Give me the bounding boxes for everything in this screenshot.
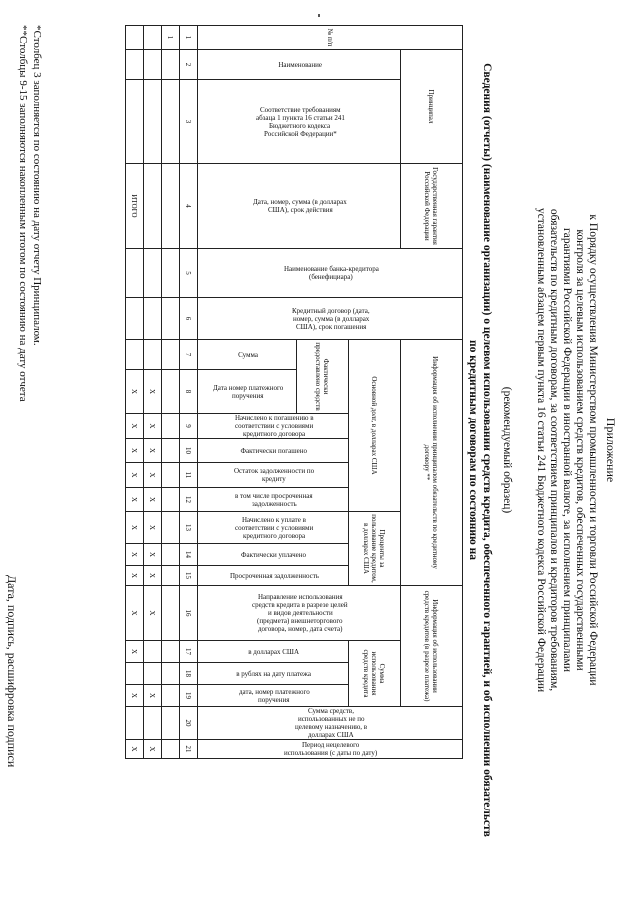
col-number: 19 (180, 685, 198, 707)
cell (162, 586, 180, 641)
loan-agreement-header: Кредитный договор (дата, номер, сумма (в долларах США), срок погашения (198, 298, 463, 340)
cell (126, 50, 144, 80)
x-mark: X (126, 439, 144, 463)
cell (144, 50, 162, 80)
rotated-page (5, 15, 625, 885)
incl-overdue-header: в том числе просроченная задолженность (198, 488, 349, 512)
row-number: 1 (162, 26, 180, 50)
cell (126, 298, 144, 340)
x-mark: X (126, 488, 144, 512)
cell (162, 566, 180, 586)
actually-provided-header: Фактически предоставлено средств (297, 340, 349, 414)
total-row (126, 26, 144, 759)
cell (162, 740, 180, 759)
data-row-1 (162, 26, 180, 759)
cell (162, 488, 180, 512)
col-number: 5 (180, 249, 198, 298)
cell (162, 663, 180, 685)
direction-header: Направление использования средств кредита в разрезе целей и видов деятельности (предмета) внешнеторгового договора, номер, дата счета) (198, 586, 401, 641)
col-number: 8 (180, 370, 198, 414)
interest-paid-header: Фактически уплачено (198, 544, 349, 566)
col-number: 18 (180, 663, 198, 685)
x-mark: X (126, 740, 144, 759)
principal-name-header: Наименование (198, 50, 401, 80)
x-mark: X (126, 685, 144, 707)
x-mark: X (144, 414, 162, 439)
col-number: 13 (180, 512, 198, 544)
statement-date-line: по кредитным договорам по состоянию на (467, 339, 479, 561)
col-number: 14 (180, 544, 198, 566)
guarantee-details-header: Дата, номер, сумма (в долларах США), срок действия (198, 164, 401, 249)
cell (144, 298, 162, 340)
x-mark: X (126, 414, 144, 439)
cell (162, 370, 180, 414)
footnote-2: **Столбцы 9-15 заполняются накопленным итогом по состоянию на дату отчета (17, 25, 29, 402)
x-mark: X (144, 463, 162, 488)
cell (144, 26, 162, 50)
accrued-repayment-header: Начислено к погашению в соответствии с условиями кредитного договора (198, 414, 349, 439)
col-number: 17 (180, 641, 198, 663)
cell (144, 641, 162, 663)
cell (162, 512, 180, 544)
col-number: 9 (180, 414, 198, 439)
in-rubles-header: в рублях на дату платежа (198, 663, 349, 685)
total-label: ИТОГО (126, 164, 144, 249)
preamble-line-3: гарантиями Российской Федерации в иностранной валюте, за исполнением принципалами (561, 228, 573, 672)
x-mark: X (144, 586, 162, 641)
in-usd-header: в долларах США (198, 641, 349, 663)
pay-order-header: дата, номер платежного поручения (198, 685, 349, 707)
cell (144, 164, 162, 249)
cell (126, 249, 144, 298)
col-number: 16 (180, 586, 198, 641)
usage-amount-header: Сумма использования средств кредита (349, 641, 401, 707)
col-number: 10 (180, 439, 198, 463)
interest-header: Проценты за пользование кредитом, в долларах США (349, 512, 401, 586)
x-mark: X (126, 566, 144, 586)
cell (162, 298, 180, 340)
x-mark: X (144, 740, 162, 759)
column-numbers-row (180, 26, 198, 759)
x-mark: X (144, 566, 162, 586)
obligations-header: Информация об исполнении принципалом обязательств по кредитному договору ** (401, 340, 463, 586)
col-number: 2 (180, 50, 198, 80)
amount-header: Сумма (198, 340, 297, 370)
col-number: 15 (180, 566, 198, 586)
x-mark: X (144, 370, 162, 414)
cell (162, 50, 180, 80)
cell (144, 707, 162, 740)
actually-repaid-header: Фактически погашено (198, 439, 349, 463)
statement-title: Сведения (отчеты) (наименование организации) о целевом использовании средств кредита, обеспеченного гарантией, и об исполнении обязательств (481, 63, 493, 837)
col-number: 4 (180, 164, 198, 249)
cell (126, 340, 144, 370)
cell (144, 249, 162, 298)
x-mark: X (144, 685, 162, 707)
cell (126, 663, 144, 685)
preamble-line-1: к Порядку осуществления Министерством промышленности и торговли Российской Федерации (587, 214, 599, 686)
cell (162, 80, 180, 164)
appendix-title: Приложение (604, 417, 618, 483)
x-mark: X (126, 641, 144, 663)
col-number: 20 (180, 707, 198, 740)
x-mark: X (126, 586, 144, 641)
principal-header: Принципал (401, 50, 463, 164)
x-mark: X (126, 544, 144, 566)
cell (162, 544, 180, 566)
misuse-period-header: Период нецелевого использования (с даты по дату) (198, 740, 463, 759)
usage-info-header: Информация об использовании средств кредитов (в разрезе платежа) (401, 586, 463, 707)
col-number: 11 (180, 463, 198, 488)
x-mark: X (144, 512, 162, 544)
beneficiary-header: Наименование банка-кредитора (бенефициара) (198, 249, 463, 298)
cell (162, 414, 180, 439)
x-mark: X (144, 439, 162, 463)
cell (126, 707, 144, 740)
cell (162, 463, 180, 488)
cell (162, 439, 180, 463)
recommended-sample: (рекомендуемый образец) (501, 386, 513, 514)
cell (144, 80, 162, 164)
payment-order-header: Дата номер платежного поручения (198, 370, 297, 414)
x-mark: X (126, 463, 144, 488)
misuse-amount-header: Сумма средств, использованных не по целевому назначению, в долларах США (198, 707, 463, 740)
guarantee-header: Государственная гарантия Российской Федерации (401, 164, 463, 249)
cell (126, 80, 144, 164)
cell (162, 164, 180, 249)
principal-debt-header: Основной долг, в долларах США (349, 340, 401, 512)
cell (144, 663, 162, 685)
col-number: 21 (180, 740, 198, 759)
x-mark: X (126, 370, 144, 414)
cell (162, 641, 180, 663)
credit-balance-header: Остаток задолженности по кредиту (198, 463, 349, 488)
x-mark: X (144, 544, 162, 566)
signature-line: Дата, подпись, расшифровка подписи (5, 575, 19, 768)
cell (126, 26, 144, 50)
col-number: 1 (180, 26, 198, 50)
preamble-line-2: контроля за целевым использованием средств кредитов, обеспеченных государственными (574, 229, 586, 671)
preamble-line-4: обязательств по кредитным договорам, за соответствием принципалов и кредиторов требованиям, (548, 208, 560, 692)
report-table (125, 25, 463, 759)
interest-accrued-header: Начислено к уплате в соответствии с условиями кредитного договора (198, 512, 349, 544)
col-no-header: № п/п (198, 26, 463, 50)
col-number: 6 (180, 298, 198, 340)
principal-compliance-header: Соответствие требованиям абзаца 1 пункта 16 статьи 241 Бюджетного кодекса Российской Федерации* (198, 80, 401, 164)
cell (162, 249, 180, 298)
col-number: 7 (180, 340, 198, 370)
cell (162, 685, 180, 707)
preamble-line-5: установленным абзацем первым пункта 16 статьи 241 Бюджетного кодекса Российской Федерации (535, 207, 547, 693)
x-mark: X (126, 512, 144, 544)
cell (162, 707, 180, 740)
x-mark: X (144, 488, 162, 512)
data-row-2 (144, 26, 162, 759)
col-number: 3 (180, 80, 198, 164)
footnote-1: *Столбец 3 заполняется по состоянию на дату отчету Принципалом. (31, 25, 43, 346)
interest-overdue-header: Просроченная задолженность (198, 566, 349, 586)
col-number: 12 (180, 488, 198, 512)
cell (144, 340, 162, 370)
cell (162, 340, 180, 370)
